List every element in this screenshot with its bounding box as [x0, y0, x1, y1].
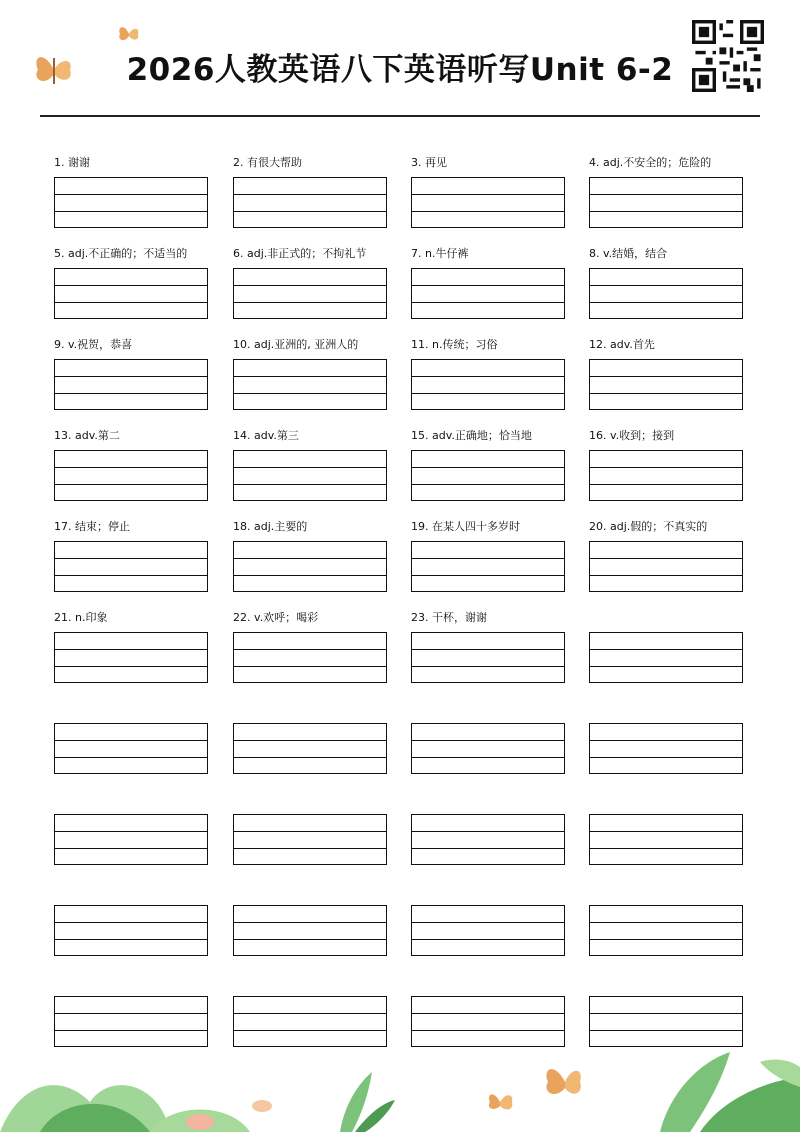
- writing-line: [234, 558, 386, 559]
- writing-line: [55, 831, 207, 832]
- answer-box[interactable]: [589, 814, 743, 865]
- writing-line: [234, 922, 386, 923]
- answer-box[interactable]: [233, 177, 387, 228]
- dictation-item: [589, 609, 743, 687]
- writing-line: [412, 757, 564, 758]
- writing-line: [590, 649, 742, 650]
- item-prompt: 6. adj.非正式的；不拘礼节: [233, 247, 367, 260]
- answer-box[interactable]: [411, 905, 565, 956]
- item-prompt: 13. adv.第二: [54, 429, 120, 442]
- writing-line: [234, 649, 386, 650]
- writing-line: [55, 922, 207, 923]
- writing-line: [234, 194, 386, 195]
- leaves-decoration: [0, 1042, 800, 1132]
- answer-box[interactable]: [233, 723, 387, 774]
- answer-box[interactable]: [411, 268, 565, 319]
- dictation-item: [411, 791, 565, 869]
- item-prompt: 23. 干杯，谢谢: [411, 611, 487, 624]
- writing-line: [234, 666, 386, 667]
- writing-line: [234, 393, 386, 394]
- item-prompt: 21. n.印象: [54, 611, 108, 624]
- writing-line: [55, 740, 207, 741]
- writing-line: [590, 848, 742, 849]
- dictation-item: [411, 154, 565, 232]
- writing-line: [590, 211, 742, 212]
- dictation-item: [589, 791, 743, 869]
- writing-line: [590, 922, 742, 923]
- dictation-item: [233, 336, 387, 414]
- writing-line: [412, 467, 564, 468]
- answer-box[interactable]: [54, 541, 208, 592]
- writing-line: [412, 922, 564, 923]
- writing-line: [55, 1013, 207, 1014]
- writing-line: [412, 666, 564, 667]
- answer-box[interactable]: [589, 905, 743, 956]
- writing-line: [590, 467, 742, 468]
- writing-line: [234, 302, 386, 303]
- dictation-item: [54, 154, 208, 232]
- dictation-item: [233, 245, 387, 323]
- writing-line: [590, 939, 742, 940]
- writing-line: [412, 393, 564, 394]
- writing-line: [55, 285, 207, 286]
- answer-box[interactable]: [233, 268, 387, 319]
- dictation-item: [589, 154, 743, 232]
- answer-box[interactable]: [411, 996, 565, 1047]
- writing-line: [234, 1013, 386, 1014]
- item-prompt: 14. adv.第三: [233, 429, 299, 442]
- item-prompt: 9. v.祝贺，恭喜: [54, 338, 133, 351]
- item-prompt: 17. 结束；停止: [54, 520, 130, 533]
- item-prompt: 5. adj.不正确的；不适当的: [54, 247, 188, 260]
- writing-line: [590, 393, 742, 394]
- writing-line: [412, 376, 564, 377]
- writing-line: [412, 285, 564, 286]
- answer-box[interactable]: [411, 177, 565, 228]
- item-prompt: 8. v.结婚，结合: [589, 247, 668, 260]
- item-prompt: 20. adj.假的；不真实的: [589, 520, 708, 533]
- answer-box[interactable]: [589, 541, 743, 592]
- writing-line: [412, 939, 564, 940]
- writing-line: [590, 558, 742, 559]
- writing-line: [234, 1030, 386, 1031]
- dictation-item: [233, 791, 387, 869]
- dictation-item: [589, 518, 743, 596]
- dictation-item: [411, 518, 565, 596]
- writing-line: [55, 939, 207, 940]
- writing-line: [412, 848, 564, 849]
- writing-line: [590, 376, 742, 377]
- writing-line: [412, 831, 564, 832]
- dictation-item: [233, 609, 387, 687]
- dictation-item: [589, 427, 743, 505]
- item-prompt: 10. adj.亚洲的, 亚洲人的: [233, 338, 359, 351]
- dictation-item: [54, 791, 208, 869]
- dictation-item: [54, 427, 208, 505]
- dictation-item: [54, 700, 208, 778]
- item-prompt: 3. 再见: [411, 156, 447, 169]
- dictation-item: [233, 882, 387, 960]
- title-divider: [40, 115, 760, 117]
- writing-line: [55, 649, 207, 650]
- answer-box[interactable]: [54, 814, 208, 865]
- writing-line: [234, 740, 386, 741]
- writing-line: [234, 575, 386, 576]
- writing-line: [55, 302, 207, 303]
- dictation-item: [589, 973, 743, 1051]
- writing-line: [234, 939, 386, 940]
- writing-line: [412, 1030, 564, 1031]
- writing-line: [55, 848, 207, 849]
- dictation-item: [411, 609, 565, 687]
- answer-box[interactable]: [233, 632, 387, 683]
- dictation-item: [411, 245, 565, 323]
- writing-line: [55, 393, 207, 394]
- writing-line: [412, 558, 564, 559]
- item-prompt: 15. adv.正确地；恰当地: [411, 429, 532, 442]
- answer-box[interactable]: [54, 177, 208, 228]
- writing-line: [412, 484, 564, 485]
- writing-line: [55, 467, 207, 468]
- answer-box[interactable]: [54, 450, 208, 501]
- answer-box[interactable]: [589, 268, 743, 319]
- dictation-item: [589, 882, 743, 960]
- dictation-item: [233, 427, 387, 505]
- writing-line: [412, 302, 564, 303]
- writing-line: [590, 666, 742, 667]
- dictation-item: [54, 518, 208, 596]
- writing-line: [234, 831, 386, 832]
- answer-box[interactable]: [589, 723, 743, 774]
- dictation-item: [411, 882, 565, 960]
- answer-box[interactable]: [233, 814, 387, 865]
- page-title: 2026人教英语八下英语听写Unit 6-2: [126, 52, 674, 88]
- answer-box[interactable]: [233, 450, 387, 501]
- writing-line: [590, 831, 742, 832]
- answer-box[interactable]: [54, 723, 208, 774]
- answer-box[interactable]: [589, 359, 743, 410]
- item-prompt: 22. v.欢呼；喝彩: [233, 611, 319, 624]
- writing-line: [234, 376, 386, 377]
- writing-line: [55, 575, 207, 576]
- answer-box[interactable]: [54, 268, 208, 319]
- answer-box[interactable]: [589, 450, 743, 501]
- writing-line: [55, 757, 207, 758]
- writing-line: [590, 194, 742, 195]
- answer-box[interactable]: [411, 450, 565, 501]
- writing-line: [55, 666, 207, 667]
- item-prompt: 18. adj.主要的: [233, 520, 308, 533]
- answer-box[interactable]: [411, 541, 565, 592]
- dictation-item: [411, 427, 565, 505]
- dictation-item: [54, 882, 208, 960]
- answer-box[interactable]: [54, 359, 208, 410]
- writing-line: [590, 285, 742, 286]
- writing-line: [590, 757, 742, 758]
- writing-line: [55, 484, 207, 485]
- answer-box[interactable]: [411, 723, 565, 774]
- answer-box[interactable]: [589, 177, 743, 228]
- item-prompt: 16. v.收到；接到: [589, 429, 675, 442]
- writing-line: [590, 1013, 742, 1014]
- butterfly-icon: [116, 20, 142, 46]
- item-prompt: 1. 谢谢: [54, 156, 90, 169]
- writing-line: [234, 484, 386, 485]
- writing-line: [412, 649, 564, 650]
- dictation-item: [233, 973, 387, 1051]
- writing-line: [55, 1030, 207, 1031]
- writing-line: [234, 848, 386, 849]
- item-prompt: 11. n.传统；习俗: [411, 338, 498, 351]
- answer-box[interactable]: [233, 996, 387, 1047]
- writing-line: [412, 740, 564, 741]
- writing-line: [412, 1013, 564, 1014]
- item-prompt: 19. 在某人四十多岁时: [411, 520, 520, 533]
- writing-line: [412, 194, 564, 195]
- answer-box[interactable]: [411, 632, 565, 683]
- dictation-item: [233, 700, 387, 778]
- dictation-item: [589, 700, 743, 778]
- answer-box[interactable]: [589, 632, 743, 683]
- dictation-item: [589, 245, 743, 323]
- writing-line: [590, 575, 742, 576]
- dictation-item: [54, 609, 208, 687]
- dictation-item: [411, 700, 565, 778]
- dictation-item: [411, 336, 565, 414]
- answer-box[interactable]: [54, 905, 208, 956]
- writing-line: [590, 740, 742, 741]
- answer-box[interactable]: [411, 814, 565, 865]
- writing-line: [590, 1030, 742, 1031]
- answer-box[interactable]: [411, 359, 565, 410]
- writing-line: [234, 285, 386, 286]
- writing-line: [412, 575, 564, 576]
- dictation-item: [589, 336, 743, 414]
- answer-box[interactable]: [589, 996, 743, 1047]
- writing-line: [234, 211, 386, 212]
- writing-line: [55, 211, 207, 212]
- dictation-item: [233, 518, 387, 596]
- dictation-item: [54, 245, 208, 323]
- answer-box[interactable]: [233, 541, 387, 592]
- dictation-item: [54, 973, 208, 1051]
- answer-box[interactable]: [54, 996, 208, 1047]
- answer-box[interactable]: [233, 905, 387, 956]
- writing-line: [55, 194, 207, 195]
- writing-line: [412, 211, 564, 212]
- dictation-item: [54, 336, 208, 414]
- qr-code-icon: [692, 20, 764, 92]
- writing-line: [234, 467, 386, 468]
- writing-line: [55, 558, 207, 559]
- answer-box[interactable]: [54, 632, 208, 683]
- dictation-item: [233, 154, 387, 232]
- writing-line: [590, 484, 742, 485]
- answer-box[interactable]: [233, 359, 387, 410]
- item-prompt: 4. adj.不安全的；危险的: [589, 156, 712, 169]
- writing-line: [55, 376, 207, 377]
- item-prompt: 12. adv.首先: [589, 338, 655, 351]
- writing-line: [234, 757, 386, 758]
- writing-line: [590, 302, 742, 303]
- dictation-item: [411, 973, 565, 1051]
- item-prompt: 7. n.牛仔裤: [411, 247, 469, 260]
- item-prompt: 2. 有很大帮助: [233, 156, 302, 169]
